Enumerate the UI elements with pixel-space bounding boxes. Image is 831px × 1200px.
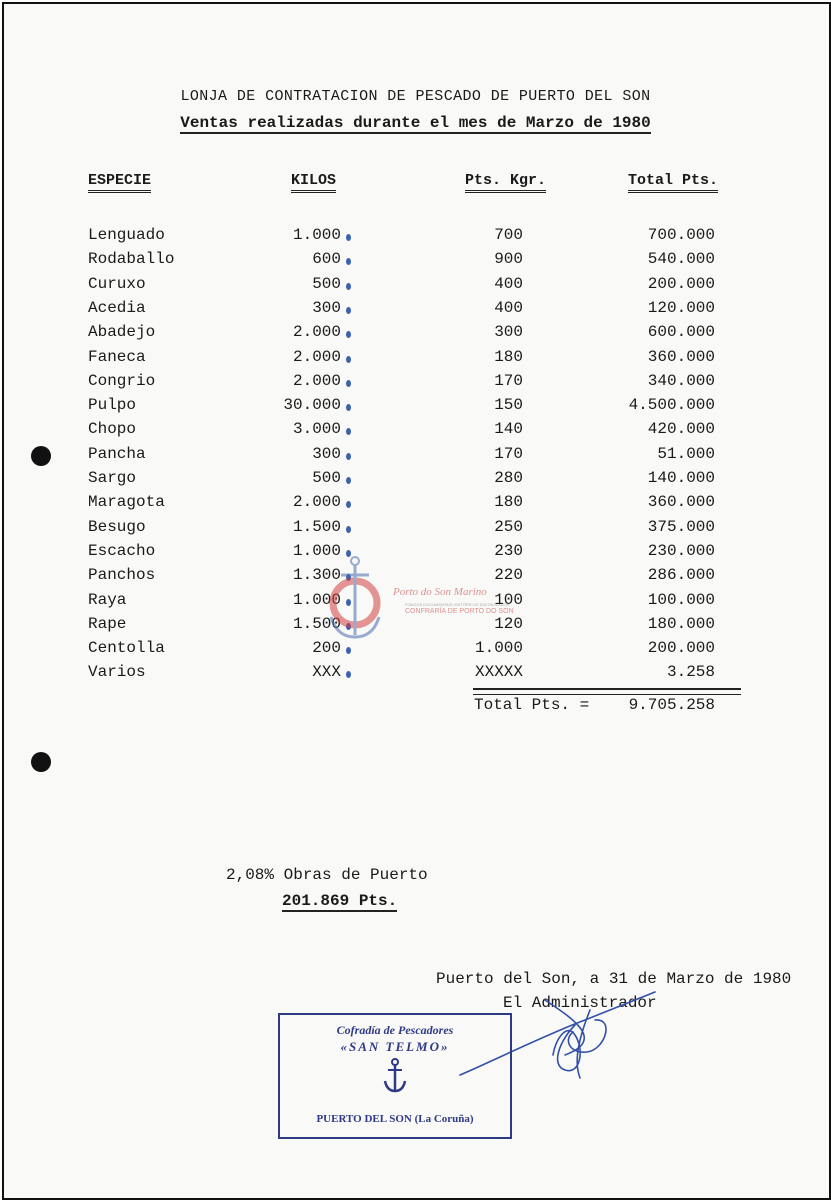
total-cell: 600.000 <box>647 323 715 342</box>
total-cell: 360.000 <box>647 347 715 366</box>
tick-mark <box>346 428 351 435</box>
price-cell: 120 <box>494 614 523 633</box>
total-cell: 230.000 <box>647 541 715 560</box>
document-title: LONJA DE CONTRATACION DE PESCADO DE PUERTO DEL SON <box>180 88 651 105</box>
archive-watermark <box>325 555 515 645</box>
total-cell: 140.000 <box>647 469 715 487</box>
total-cell: 4.500.000 <box>628 396 715 415</box>
table-row <box>0 226 831 250</box>
anchor-icon <box>383 1057 407 1095</box>
species-cell: Rodaballo <box>88 250 175 269</box>
price-cell: 220 <box>494 566 523 585</box>
price-cell: 170 <box>494 371 523 390</box>
kilos-cell: 1.500 <box>292 614 341 633</box>
species-cell: Sargo <box>88 469 137 487</box>
price-cell: 230 <box>494 541 523 560</box>
species-cell: Varios <box>88 663 146 682</box>
tick-mark <box>346 647 351 654</box>
tick-mark <box>346 671 351 678</box>
kilos-cell: 1.300 <box>292 566 341 585</box>
port-works-label: 2,08% Obras de Puerto <box>226 866 428 884</box>
kilos-cell: 30.000 <box>283 396 341 415</box>
column-header-total: Total Pts. <box>628 172 718 193</box>
kilos-cell: 1.000 <box>292 590 341 609</box>
table-row <box>0 348 831 372</box>
total-cell: 51.000 <box>657 444 715 463</box>
kilos-cell: 2.000 <box>292 493 341 512</box>
table-row <box>0 469 831 493</box>
price-cell: 180 <box>494 493 523 512</box>
price-cell: 900 <box>494 250 523 269</box>
price-cell: 300 <box>494 323 523 342</box>
anchor-lifebuoy-icon <box>325 555 389 645</box>
tick-mark <box>346 453 351 460</box>
total-cell: 375.000 <box>647 517 715 536</box>
kilos-cell: 3.000 <box>292 420 341 439</box>
price-cell: XXXXX <box>474 663 523 682</box>
species-cell: Besugo <box>88 517 146 536</box>
price-cell: 400 <box>494 274 523 293</box>
price-cell: 280 <box>494 469 523 487</box>
tick-mark <box>346 404 351 411</box>
species-cell: Lenguado <box>88 226 165 244</box>
kilos-cell: 1.500 <box>292 517 341 536</box>
species-cell: Congrio <box>88 371 156 390</box>
total-cell: 200.000 <box>647 274 715 293</box>
tick-mark <box>346 331 351 338</box>
table-row <box>0 518 831 542</box>
total-cell: 100.000 <box>647 590 715 609</box>
price-cell: 100 <box>494 590 523 609</box>
document-subtitle <box>0 114 831 132</box>
table-row <box>0 445 831 469</box>
total-cell: 200.000 <box>647 639 715 658</box>
kilos-cell: 300 <box>312 298 341 317</box>
table-row <box>0 420 831 444</box>
table-row <box>0 275 831 299</box>
kilos-cell: 1.000 <box>292 541 341 560</box>
total-cell: 120.000 <box>647 298 715 317</box>
table-row <box>0 396 831 420</box>
tick-mark <box>346 477 351 484</box>
total-cell: 3.258 <box>666 663 715 682</box>
table-row <box>0 493 831 517</box>
port-works-amount: 201.869 Pts. <box>282 892 398 910</box>
total-cell: 340.000 <box>647 371 715 390</box>
price-cell: 170 <box>494 444 523 463</box>
table-row <box>0 372 831 396</box>
species-cell: Acedia <box>88 298 146 317</box>
price-cell: 250 <box>494 517 523 536</box>
price-cell: 140 <box>494 420 523 439</box>
kilos-cell: 300 <box>312 444 341 463</box>
grand-total-label: Total Pts. = <box>474 696 590 714</box>
tick-mark <box>346 283 351 290</box>
watermark-org: CONFRARÍA DE PORTO DO SON <box>405 608 514 615</box>
watermark-title: Porto do Son Marino <box>393 586 487 598</box>
stamp-line-3: PUERTO DEL SON (La Coruña) <box>316 1113 474 1125</box>
kilos-cell: 2.000 <box>292 347 341 366</box>
species-cell: Raya <box>88 590 127 609</box>
kilos-cell: 500 <box>312 274 341 293</box>
price-cell: 180 <box>494 347 523 366</box>
tick-mark <box>346 526 351 533</box>
kilos-cell: 2.000 <box>292 371 341 390</box>
kilos-cell: XXX <box>312 663 341 682</box>
species-cell: Abadejo <box>88 323 156 342</box>
species-cell: Pancha <box>88 444 146 463</box>
table-row <box>0 663 831 687</box>
price-cell: 1.000 <box>474 639 523 658</box>
species-cell: Chopo <box>88 420 137 439</box>
table-row <box>0 299 831 323</box>
place-date: Puerto del Son, a 31 de Marzo de 1980 <box>436 970 792 988</box>
total-cell: 360.000 <box>647 493 715 512</box>
kilos-cell: 2.000 <box>292 323 341 342</box>
document-subtitle-text: Ventas realizadas durante el mes de Marzo de 1980 <box>180 114 651 132</box>
grand-total-value: 9.705.258 <box>628 696 715 714</box>
price-cell: 400 <box>494 298 523 317</box>
total-cell: 286.000 <box>647 566 715 585</box>
table-row <box>0 250 831 274</box>
kilos-cell: 200 <box>312 639 341 658</box>
tick-mark <box>346 234 351 241</box>
kilos-cell: 500 <box>312 469 341 487</box>
species-cell: Pulpo <box>88 396 137 415</box>
species-cell: Rape <box>88 614 127 633</box>
stamp-line-1: Cofradía de Pescadores <box>336 1023 454 1037</box>
official-stamp <box>278 1013 512 1139</box>
tick-mark <box>346 501 351 508</box>
column-header-price: Pts. Kgr. <box>465 172 546 193</box>
stamp-line-2: «SAN TELMO» <box>340 1039 450 1054</box>
column-header-species: ESPECIE <box>88 172 151 193</box>
species-cell: Centolla <box>88 639 165 658</box>
price-cell: 150 <box>494 396 523 415</box>
tick-mark <box>346 307 351 314</box>
kilos-cell: 600 <box>312 250 341 269</box>
total-rule <box>473 688 741 695</box>
column-header-kilos: KILOS <box>291 172 336 193</box>
kilos-cell: 1.000 <box>292 226 341 244</box>
tick-mark <box>346 380 351 387</box>
administrator-label: El Administrador <box>503 994 657 1012</box>
total-cell: 180.000 <box>647 614 715 633</box>
watermark-subtitle: FONDOS DOCUMENTAIS HISTÓRICOS DIXITALIZADOS <box>405 602 510 607</box>
tick-mark <box>346 258 351 265</box>
total-cell: 420.000 <box>647 420 715 439</box>
species-cell: Curuxo <box>88 274 146 293</box>
species-cell: Panchos <box>88 566 156 585</box>
total-cell: 540.000 <box>647 250 715 269</box>
species-cell: Faneca <box>88 347 146 366</box>
punch-hole-lower <box>31 752 51 772</box>
price-cell: 700 <box>494 226 523 244</box>
tick-mark <box>346 356 351 363</box>
species-cell: Maragota <box>88 493 165 512</box>
total-cell: 700.000 <box>647 226 715 244</box>
species-cell: Escacho <box>88 541 156 560</box>
table-row <box>0 323 831 347</box>
